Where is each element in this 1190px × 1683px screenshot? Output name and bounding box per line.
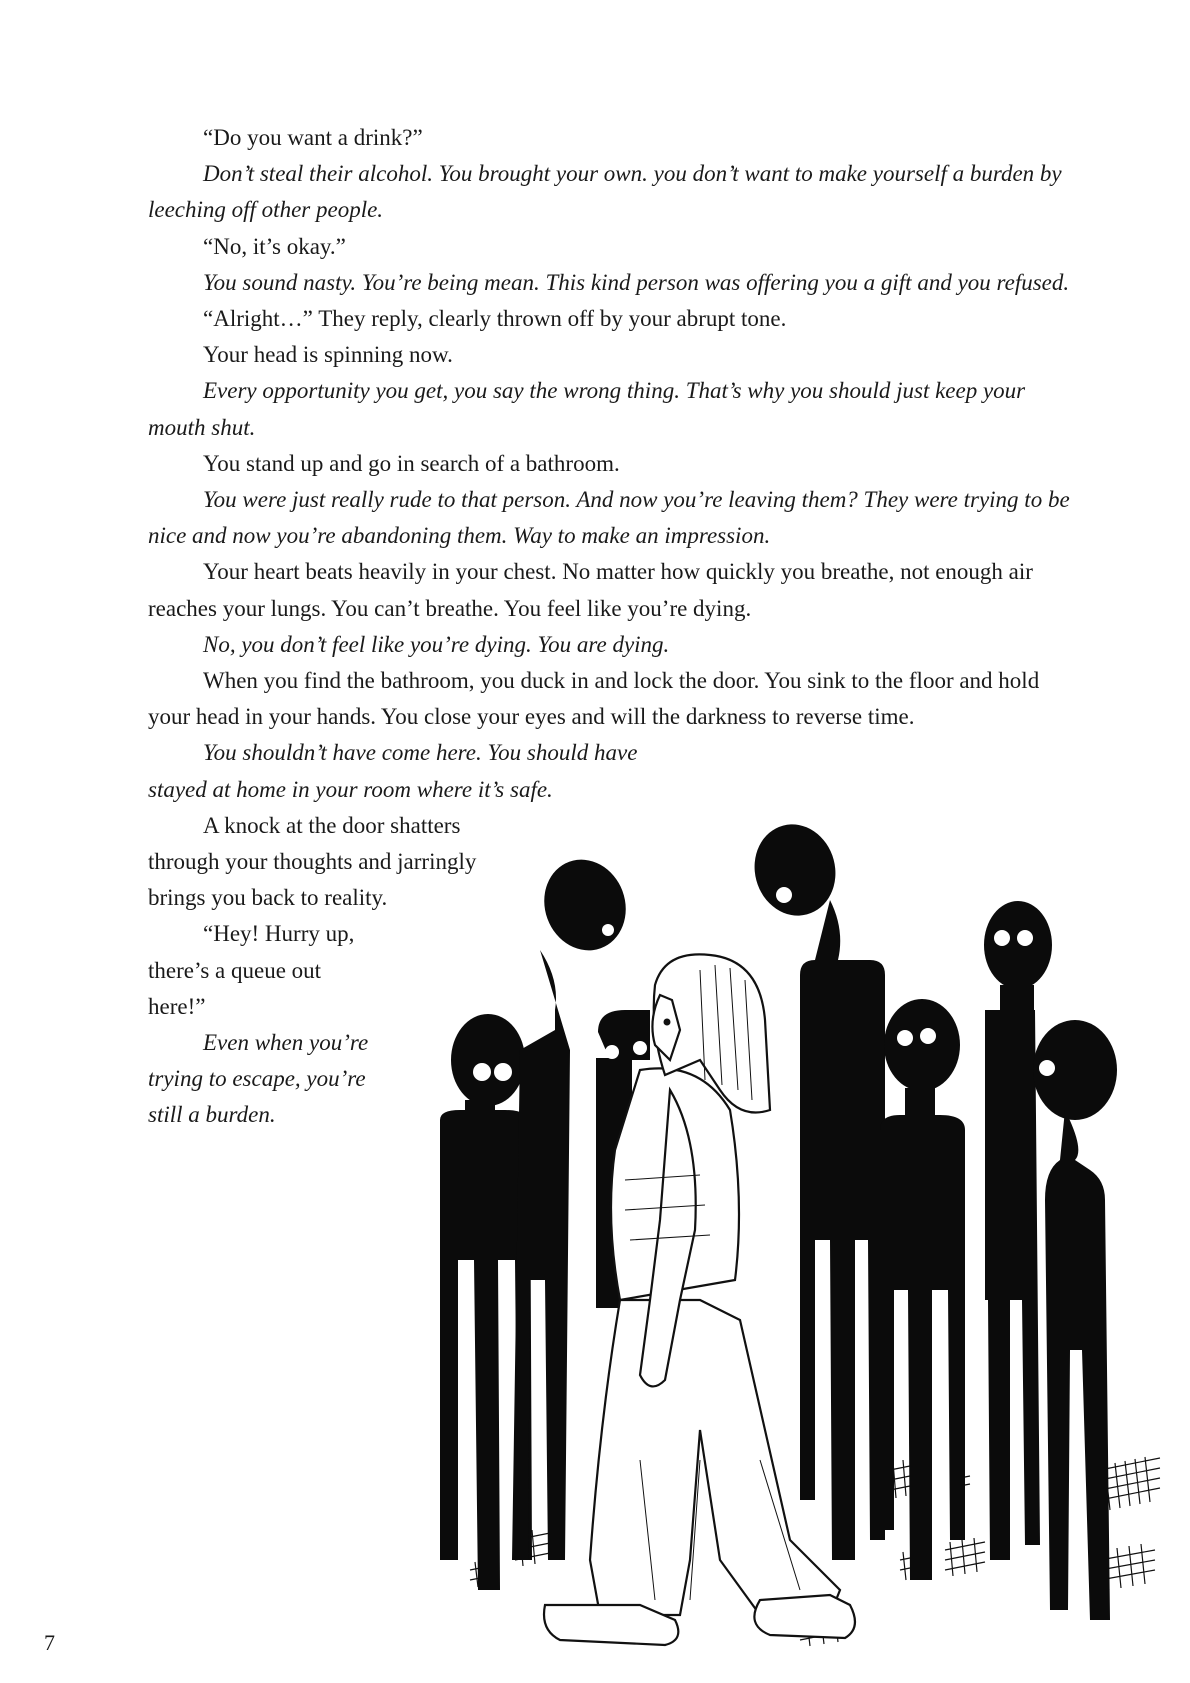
inner-thought-paragraph: Don’t steal their alcohol. You brought your own. you don’t want to make yourself a burden by leeching off other people. xyxy=(148,161,1062,223)
inner-thought-paragraph: You sound nasty. You’re being mean. This kind person was offering you a gift and you refused. xyxy=(203,269,1070,295)
dialogue-paragraph: “Do you want a drink?” xyxy=(203,125,423,150)
dialogue-paragraph: “No, it’s okay.” xyxy=(203,233,346,259)
dialogue-paragraph: “Hey! Hurry up, there’s a queue out here!” xyxy=(148,921,355,1019)
page-number: 7 xyxy=(44,1630,55,1655)
inner-thought-paragraph: You shouldn’t have come here. You should have stayed at home in your room where it’s safe. xyxy=(148,740,638,802)
narration-paragraph: You stand up and go in search of a bathroom. xyxy=(203,450,620,476)
narration-paragraph: Your heart beats heavily in your chest. No matter how quickly you breathe, not enough air reaches your lungs. You can’t breathe. You feel like you’re dying. xyxy=(148,559,1033,621)
inner-thought-paragraph: You were just really rude to that person. And now you’re leaving them? They were trying to be nice and now you’re abandoning them. Way to make an impression. xyxy=(148,487,1070,549)
inner-thought-paragraph: Even when you’re trying to escape, you’re still a burden. xyxy=(148,1030,369,1128)
narration-paragraph: A knock at the door shatters through your thoughts and jarringly brings you back to reality. xyxy=(148,812,477,911)
narration-paragraph: Your head is spinning now. xyxy=(203,342,453,368)
narration-paragraph: When you find the bathroom, you duck in and lock the door. You sink to the floor and hold your head in your hands. You close your eyes and will the darkness to reverse time. xyxy=(148,668,1040,730)
story-text xyxy=(148,120,1078,1134)
inner-thought-paragraph: No, you don’t feel like you’re dying. You are dying. xyxy=(203,631,670,657)
narration-paragraph: “Alright…” They reply, clearly thrown off by your abrupt tone. xyxy=(203,306,787,332)
inner-thought-paragraph: Every opportunity you get, you say the wrong thing. That’s why you should just keep your mouth shut. xyxy=(148,378,1026,440)
